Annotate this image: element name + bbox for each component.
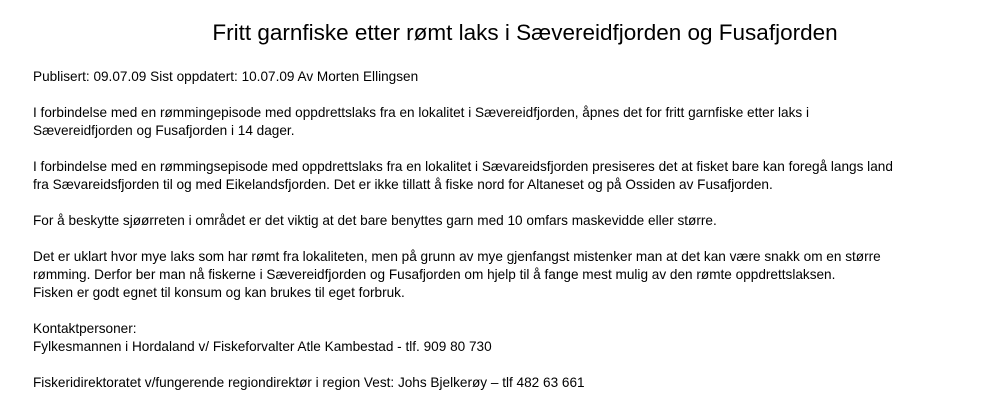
paragraph-omfang (33, 248, 978, 302)
paragraph-line: rømming. Derfor ber man nå fiskerne i Sævereidfjorden og Fusafjorden om hjelp til å fange mest mulig av den rømte oppdrettslaksen. (33, 267, 836, 282)
article-title: Fritt garnfiske etter rømt laks i Sævereidfjorden og Fusafjorden (212, 20, 838, 45)
article-body (33, 68, 978, 410)
paragraph-fiskeomrade (33, 158, 978, 194)
paragraph-line: I forbindelse med en rømmingepisode med oppdrettslaks fra en lokalitet i Sævereidfjorden, åpnes det for fritt garnfiske etter laks i (33, 105, 809, 120)
paragraph-line: fra Sævareidsfjorden til og med Eikelandsfjorden. Det er ikke tillatt å fiske nord for Altaneset og på Ossiden av Fusafjorden. (33, 177, 773, 192)
meta-line: Publisert: 09.07.09 Sist oppdatert: 10.07.09 Av Morten Ellingsen (33, 69, 419, 84)
paragraph-line: I forbindelse med en rømmingsepisode med oppdrettslaks fra en lokalitet i Sævareidsfjorden presiseres det at fisket bare kan foregå langs land (33, 159, 893, 174)
contact-fiskeridirektoratet: Fiskeridirektoratet v/fungerende regiondirektør i region Vest: Johs Bjelkerøy – tlf 482 63 661 (33, 375, 585, 390)
paragraph-line: Det er uklart hvor mye laks som har rømt fra lokaliteten, men på grunn av mye gjenfangst mistenker man at det kan være snakk om en større (33, 249, 881, 264)
paragraph-line: Sævereidfjorden og Fusafjorden i 14 dager. (33, 123, 295, 138)
paragraph-line: Fisken er godt egnet til konsum og kan brukes til eget forbruk. (33, 285, 405, 300)
contact-heading: Kontaktpersoner: (33, 321, 137, 336)
paragraph-sjoorret (33, 212, 978, 230)
paragraph-fiskeridirektoratet (33, 374, 978, 392)
paragraph-rommingepisode (33, 104, 978, 140)
paragraph-kontaktpersoner (33, 320, 978, 356)
article-meta (33, 68, 978, 86)
paragraph-line: For å beskytte sjøørreten i området er det viktig at det bare benyttes garn med 10 omfars maskevidde eller større. (33, 213, 717, 228)
contact-fylkesmannen: Fylkesmannen i Hordaland v/ Fiskeforvalter Atle Kambestad - tlf. 909 80 730 (33, 339, 492, 354)
